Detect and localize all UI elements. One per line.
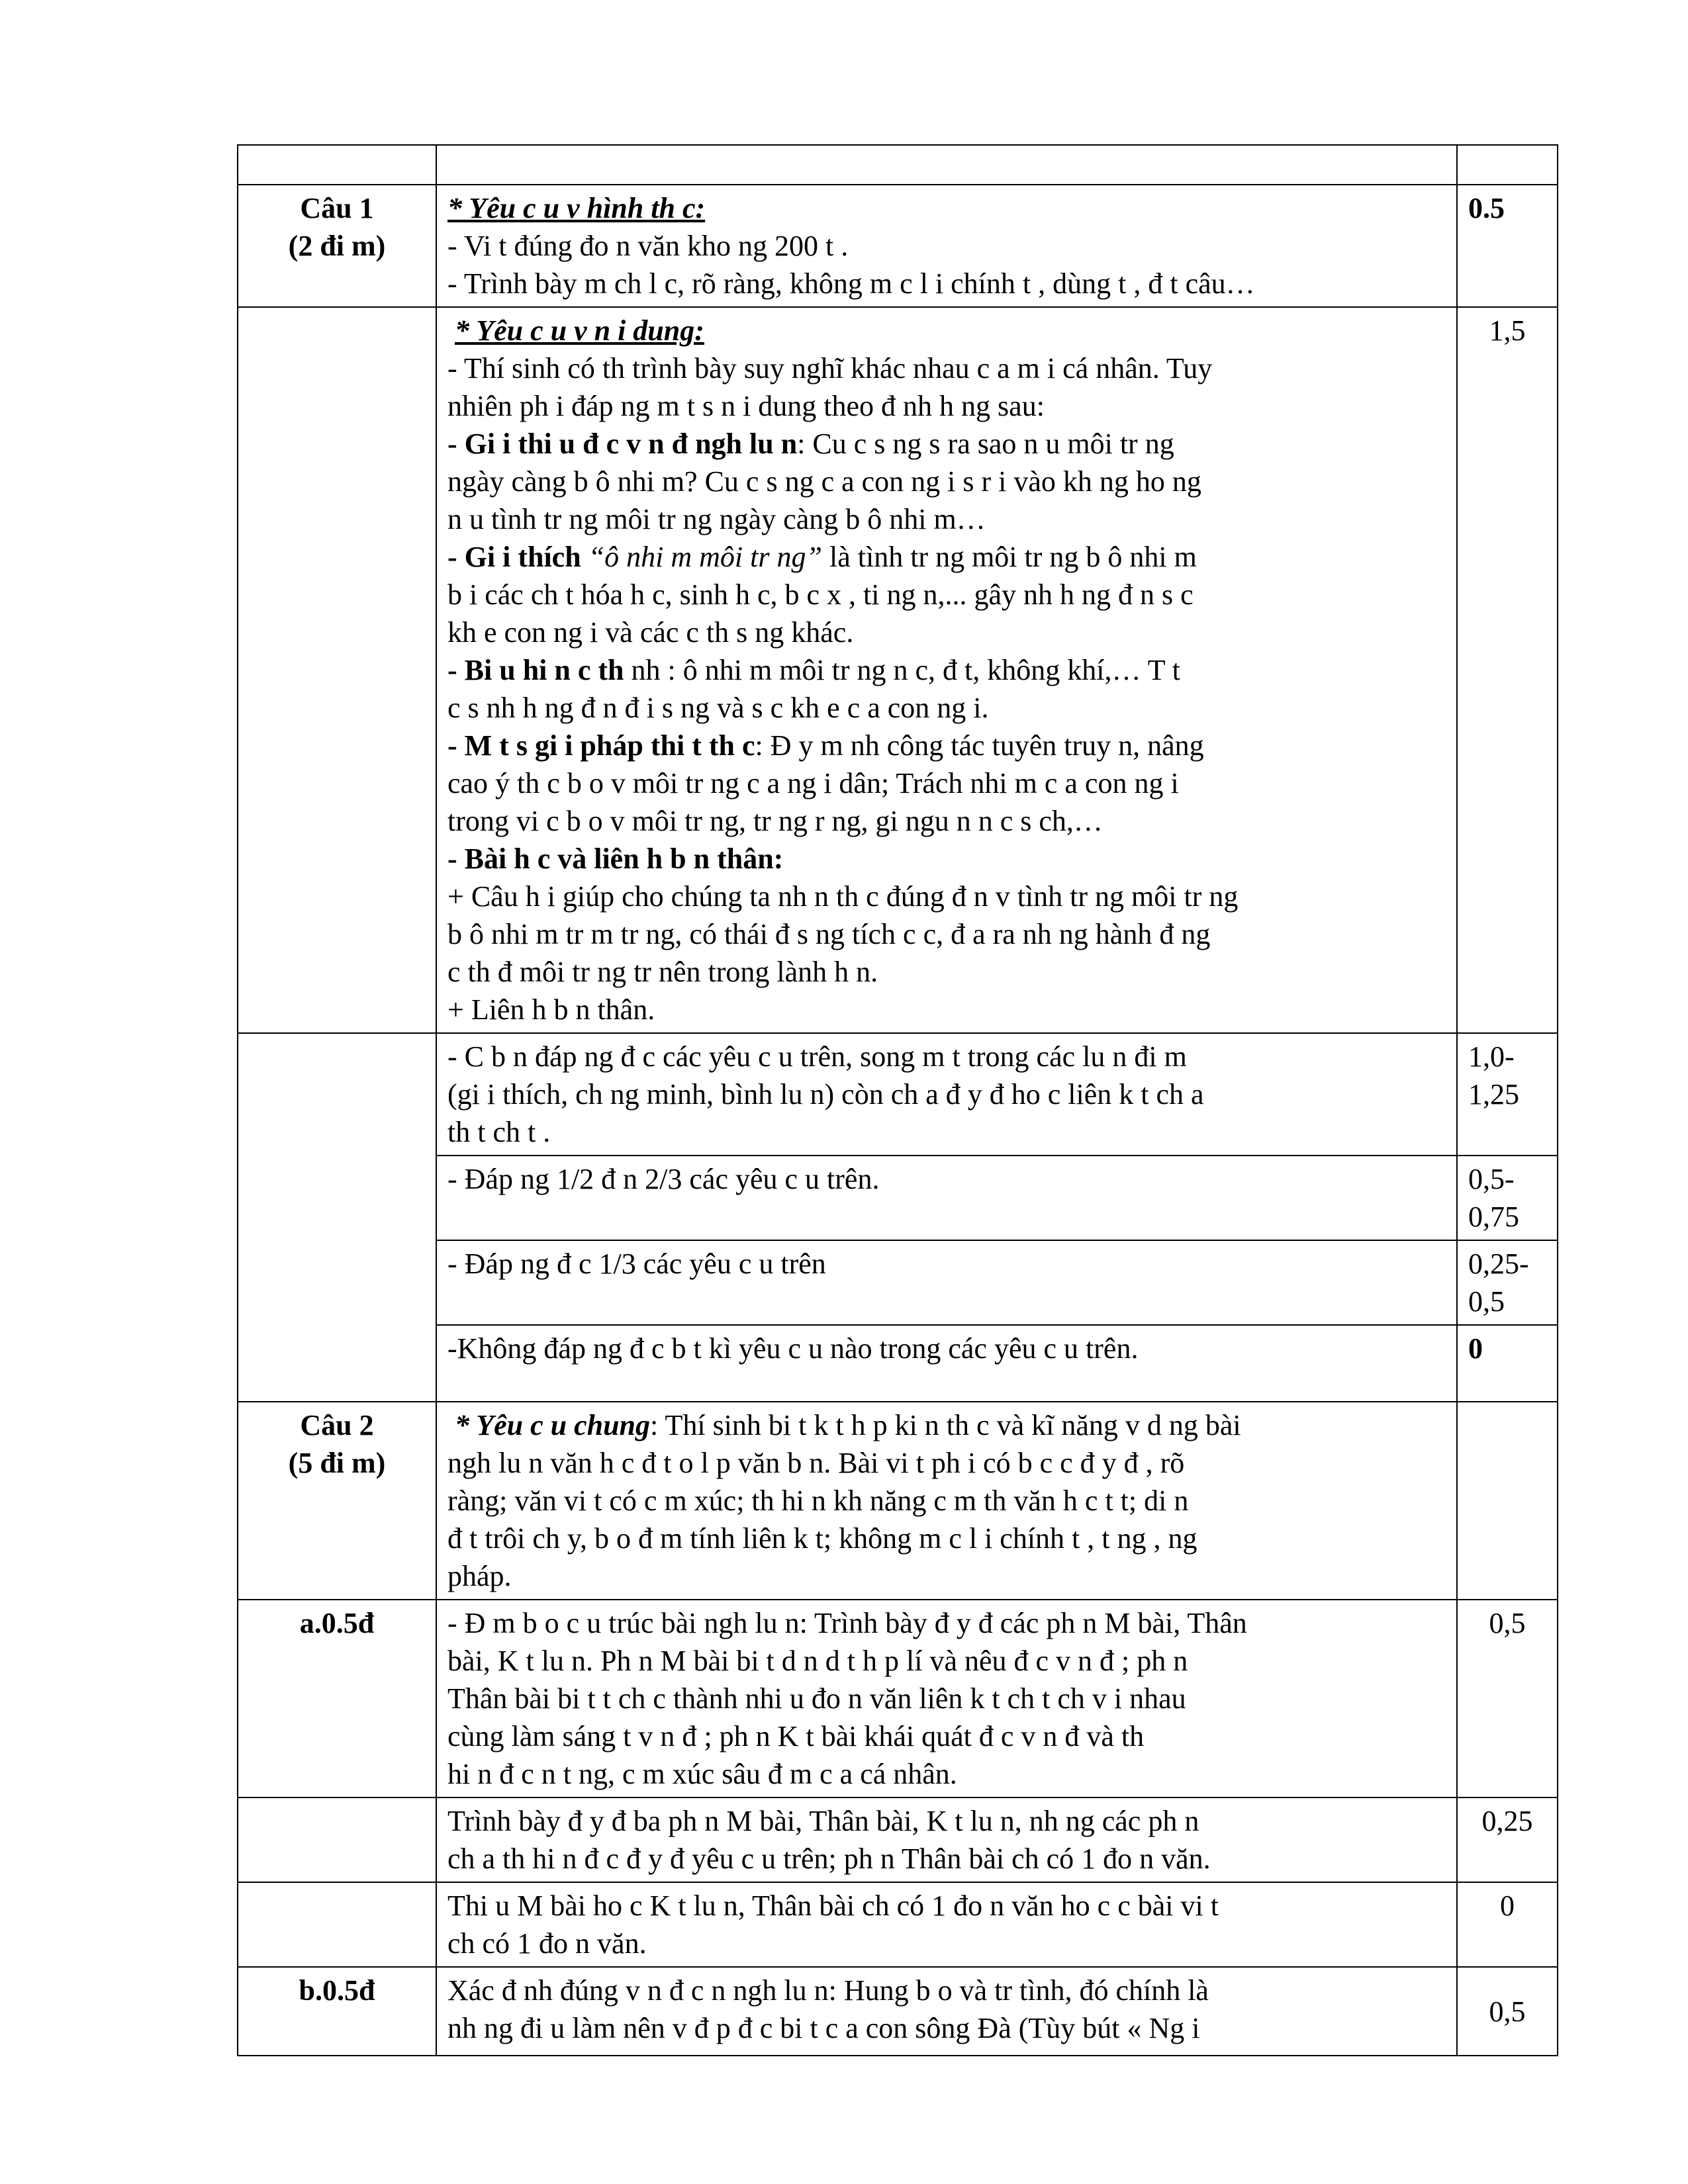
criteria-cell xyxy=(436,1033,1457,1156)
score-value: 1,25 xyxy=(1468,1078,1519,1111)
criteria-line: + Câu h i giúp cho chúng ta nh n th c đúng đ n v tình tr ng môi tr ng xyxy=(447,880,1239,913)
criteria-line: kh e con ng i và các c th s ng khác. xyxy=(447,616,854,649)
table-cell xyxy=(1457,145,1558,185)
criterion-label-cell xyxy=(238,1967,436,2056)
section-heading: * Yêu c u v n i dung: xyxy=(455,314,704,347)
criteria-line: (gi i thích, ch ng minh, bình lu n) còn ch a đ y đ ho c liên k t ch a xyxy=(447,1078,1204,1111)
criteria-cell xyxy=(436,1882,1457,1967)
criteria-line: Xác đ nh đúng v n đ c n ngh lu n: Hung b o và tr tình, đó chính là xyxy=(447,1974,1209,2007)
criteria-cell xyxy=(436,1240,1457,1325)
table-row-half xyxy=(238,1156,1558,1240)
criteria-cell xyxy=(436,307,1457,1033)
criteria-line: nh ng đi u làm nên v đ p đ c bi t c a con sông Đà (Tùy bút « Ng i xyxy=(447,2012,1200,2044)
score-cell xyxy=(1457,1156,1558,1240)
criteria-line: - Thí sinh có th trình bày suy nghĩ khác nhau c a m i cá nhân. Tuy xyxy=(447,352,1213,385)
criteria-line: ràng; văn vi t có c m xúc; th hi n kh năng c m th văn h c t t; di n xyxy=(447,1484,1189,1517)
score-cell xyxy=(1457,1033,1558,1156)
score-cell xyxy=(1457,1882,1558,1967)
table-cell xyxy=(238,1797,436,1882)
table-cell xyxy=(238,307,436,1033)
table-row-cau1-content xyxy=(238,307,1558,1033)
criteria-line: - Gi i thi u đ c v n đ ngh lu n: Cu c s ng s ra sao n u môi tr ng xyxy=(447,428,1174,460)
table-row-cau1-form xyxy=(238,185,1558,307)
score-value: 0,5 xyxy=(1489,1607,1526,1639)
score-value: 0 xyxy=(1468,1332,1483,1365)
table-row-none xyxy=(238,1325,1558,1402)
score-value: 0,75 xyxy=(1468,1201,1519,1233)
criteria-line: - Đáp ng đ c 1/3 các yêu c u trên xyxy=(447,1248,826,1280)
criterion-label: b.0.5đ xyxy=(299,1974,375,2007)
score-cell xyxy=(1457,1600,1558,1797)
table-row-b xyxy=(238,1967,1558,2056)
criteria-line: trong vi c b o v môi tr ng, tr ng r ng, gi ngu n n c s ch,… xyxy=(447,805,1103,837)
score-value: 0,5 xyxy=(1489,1995,1526,2028)
table-cell xyxy=(238,1033,436,1402)
table-row-third xyxy=(238,1240,1558,1325)
criteria-line: - Bi u hi n c th nh : ô nhi m môi tr ng n c, đ t, không khí,… T t xyxy=(447,654,1181,686)
question-points: (2 đi m) xyxy=(288,230,386,262)
question-label: Câu 1 xyxy=(300,192,374,224)
criteria-line: hi n đ c n t ng, c m xúc sâu đ m c a cá nhân. xyxy=(447,1758,957,1790)
criteria-line: c s nh h ng đ n đ i s ng và s c kh e c a con ng i. xyxy=(447,692,989,724)
criteria-line: b i các ch t hóa h c, sinh h c, b c x , ti ng n,... gây nh h ng đ n s c xyxy=(447,578,1194,611)
criteria-line: nhiên ph i đáp ng m t s n i dung theo đ nh h ng sau: xyxy=(447,390,1045,422)
question-label: Câu 2 xyxy=(300,1409,374,1441)
score-cell xyxy=(1457,1967,1558,2056)
criteria-cell xyxy=(436,185,1457,307)
score-value: 0,25 xyxy=(1481,1805,1533,1837)
table-row-a3 xyxy=(238,1882,1558,1967)
grading-table xyxy=(237,144,1558,2056)
score-cell xyxy=(1457,1325,1558,1402)
criteria-cell xyxy=(436,1325,1457,1402)
criteria-line: - Gi i thích “ô nhi m môi tr ng” là tình tr ng môi tr ng b ô nhi m xyxy=(447,541,1197,573)
criteria-line: n u tình tr ng môi tr ng ngày càng b ô nhi m… xyxy=(447,503,986,535)
score-value: 0 xyxy=(1500,1889,1515,1922)
score-cell xyxy=(1457,1402,1558,1600)
table-row-a2 xyxy=(238,1797,1558,1882)
criteria-line: - Vi t đúng đo n văn kho ng 200 t . xyxy=(447,230,849,262)
score-value: 0,5 xyxy=(1468,1285,1505,1318)
criteria-line: Trình bày đ y đ ba ph n M bài, Thân bài, K t lu n, nh ng các ph n xyxy=(447,1805,1199,1837)
criteria-cell xyxy=(436,1156,1457,1240)
score-cell xyxy=(1457,307,1558,1033)
criteria-line: Thi u M bài ho c K t lu n, Thân bài ch có 1 đo n văn ho c c bài vi t xyxy=(447,1889,1219,1922)
criteria-line: - C b n đáp ng đ c các yêu c u trên, song m t trong các lu n đi m xyxy=(447,1040,1187,1073)
table-row-a xyxy=(238,1600,1558,1797)
criteria-line: pháp. xyxy=(447,1560,512,1592)
score-value: 0,5- xyxy=(1468,1163,1515,1195)
table-cell xyxy=(238,145,436,185)
criteria-cell xyxy=(436,1600,1457,1797)
score-value: 1,5 xyxy=(1489,314,1526,347)
criteria-line: Thân bài bi t t ch c thành nhi u đo n văn liên k t ch t ch v i nhau xyxy=(447,1682,1186,1715)
criteria-line: - Trình bày m ch l c, rõ ràng, không m c l i chính t , dùng t , đ t câu… xyxy=(447,267,1255,300)
criteria-line: cùng làm sáng t v n đ ; ph n K t bài khái quát đ c v n đ và th xyxy=(447,1720,1145,1752)
criteria-line: bài, K t lu n. Ph n M bài bi t d n d t h p lí và nêu đ c v n đ ; ph n xyxy=(447,1645,1188,1677)
score-value: 0.5 xyxy=(1468,192,1505,224)
criteria-cell xyxy=(436,1402,1457,1600)
section-heading: * Yêu c u v hình th c: xyxy=(447,192,706,224)
score-cell xyxy=(1457,1240,1558,1325)
criteria-line: - Bài h c và liên h b n thân: xyxy=(447,842,784,875)
score-cell xyxy=(1457,1797,1558,1882)
table-row-basic xyxy=(238,1033,1558,1156)
criteria-cell xyxy=(436,1967,1457,2056)
criteria-line: ngh lu n văn h c đ t o l p văn b n. Bài vi t ph i có b c c đ y đ , rõ xyxy=(447,1447,1185,1479)
question-label-cell xyxy=(238,1402,436,1600)
table-cell xyxy=(238,1882,436,1967)
criteria-line: - Đáp ng 1/2 đ n 2/3 các yêu c u trên. xyxy=(447,1163,880,1195)
table-row-empty-header xyxy=(238,145,1558,185)
criteria-line: ch có 1 đo n văn. xyxy=(447,1927,647,1960)
criteria-line: ngày càng b ô nhi m? Cu c s ng c a con ng i s r i vào kh ng ho ng xyxy=(447,465,1201,498)
criteria-line: c th đ môi tr ng tr nên trong lành h n. xyxy=(447,956,878,988)
table-row-cau2-general xyxy=(238,1402,1558,1600)
criterion-label: a.0.5đ xyxy=(299,1607,375,1639)
criterion-label-cell xyxy=(238,1600,436,1797)
criteria-line: + Liên h b n thân. xyxy=(447,993,655,1026)
criteria-line: ch a th hi n đ c đ y đ yêu c u trên; ph n Thân bài ch có 1 đo n văn. xyxy=(447,1843,1211,1875)
criteria-line: - M t s gi i pháp thi t th c: Đ y m nh công tác tuyên truy n, nâng xyxy=(447,729,1204,762)
criteria-line: cao ý th c b o v môi tr ng c a ng i dân; Trách nhi m c a con ng i xyxy=(447,767,1179,799)
criteria-line: th t ch t . xyxy=(447,1116,551,1148)
criteria-line: đ t trôi ch y, b o đ m tính liên k t; không m c l i chính t , t ng , ng xyxy=(447,1522,1197,1555)
criteria-line: * Yêu c u chung: Thí sinh bi t k t h p ki n th c và kĩ năng v d ng bài xyxy=(455,1409,1241,1441)
criteria-cell xyxy=(436,1797,1457,1882)
question-points: (5 đi m) xyxy=(288,1447,386,1479)
score-value: 0,25- xyxy=(1468,1248,1529,1280)
criteria-line: - Đ m b o c u trúc bài ngh lu n: Trình bày đ y đ các ph n M bài, Thân xyxy=(447,1607,1247,1639)
score-value: 1,0- xyxy=(1468,1040,1515,1073)
criteria-line: -Không đáp ng đ c b t kì yêu c u nào trong các yêu c u trên. xyxy=(447,1332,1139,1365)
table-cell xyxy=(436,145,1457,185)
criteria-line: b ô nhi m tr m tr ng, có thái đ s ng tích c c, đ a ra nh ng hành đ ng xyxy=(447,918,1211,950)
score-cell xyxy=(1457,185,1558,307)
question-label-cell xyxy=(238,185,436,307)
